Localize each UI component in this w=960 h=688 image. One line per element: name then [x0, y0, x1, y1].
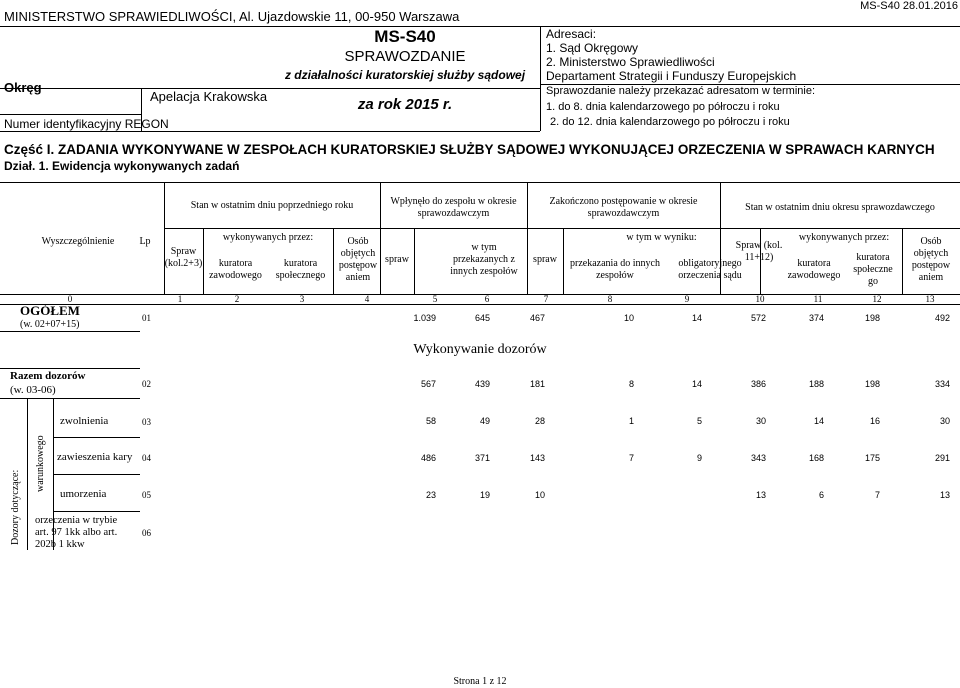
table-cell: 14: [691, 313, 702, 323]
deadline-2: 2. do 12. dnia kalendarzowego po półroczu i roku: [550, 116, 790, 128]
table-cell: 10: [534, 490, 545, 500]
dozory-title: Wykonywanie dozorów: [413, 342, 547, 357]
table-cell: 30: [939, 416, 950, 426]
grid: [53, 437, 140, 438]
row-orzeczenia-lp: 06: [142, 528, 151, 538]
regon-rule: [0, 114, 141, 115]
hdr-w-tym-w-wyniku: w tym w wyniku:: [626, 232, 697, 243]
hdr-lp: Lp: [139, 236, 151, 247]
hdr-stan-ostatni: Stan w ostatnim dniu okresu sprawozdawczego: [745, 202, 935, 213]
table-top: [0, 182, 960, 183]
column-number: 8: [607, 294, 613, 304]
grid: [27, 398, 28, 550]
grid: [0, 398, 140, 399]
grid: [164, 228, 960, 229]
table-cell: 30: [755, 416, 766, 426]
table-cell: 13: [755, 490, 766, 500]
hdr-wykonywanych-2: wykonywanych przez:: [798, 232, 890, 243]
row-orzeczenia-label-3: 202b 1 kkw: [35, 539, 85, 550]
grid: [53, 511, 140, 512]
grid: [53, 474, 140, 475]
table-cell: 9: [696, 453, 702, 463]
page-number: Strona 1 z 12: [453, 676, 507, 687]
table-cell: 58: [425, 416, 436, 426]
hdr-kuratora-zaw-2: kuratora zawodowego: [787, 258, 841, 281]
grid: [414, 228, 415, 294]
column-number: 5: [432, 294, 438, 304]
table-cell: 467: [529, 313, 545, 323]
hdr-spraw-kol2: Spraw (kol. 11+12): [735, 240, 783, 263]
table-cell: 5: [696, 416, 702, 426]
table-cell: 334: [934, 379, 950, 389]
part-title: Część I. ZADANIA WYKONYWANE W ZESPOŁACH KURATORSKIEJ SŁUŻBY SĄDOWEJ WYKONUJĄCEJ ORZECZENIA W SPRAWACH KARNYCH: [4, 142, 935, 157]
table-cell: 386: [750, 379, 766, 389]
hdr-wyszczegolnienie: Wyszczególnienie: [41, 236, 115, 247]
column-number: 9: [684, 294, 690, 304]
hdr-kuratora-spol-2: kuratora społeczne go: [853, 252, 893, 287]
table-cell: 7: [628, 453, 634, 463]
table-cell: 1.039: [413, 313, 436, 323]
side-warunkowego-label: warunkowego: [35, 435, 46, 492]
grid: [0, 331, 140, 332]
row-zawieszenia-lp: 04: [142, 453, 151, 463]
column-number: 1: [177, 294, 183, 304]
row-zwolnienia-label: zwolnienia: [60, 415, 109, 427]
column-number: 4: [364, 294, 370, 304]
apelacja-name: Apelacja Krakowska: [150, 89, 268, 104]
header-bottom-rule: [0, 131, 540, 132]
adresaci-label: Adresaci:: [546, 27, 597, 41]
row-ogolem-label: OGÓŁEM: [20, 303, 80, 318]
table-cell: 8: [628, 379, 634, 389]
hdr-wykonywanych-1: wykonywanych przez:: [222, 232, 314, 243]
table-cell: 188: [808, 379, 824, 389]
hdr-spraw-1: spraw: [385, 254, 409, 265]
table-cell: 7: [874, 490, 880, 500]
address-divider: [540, 26, 541, 131]
hdr-kuratora-zaw-1: kuratora zawodowego: [209, 258, 262, 281]
row-razem-label: Razem dozorów: [10, 370, 86, 382]
hdr-spraw-2: spraw: [533, 254, 557, 265]
section-title: Dział. 1. Ewidencja wykonywanych zadań: [4, 159, 240, 173]
table-cell: 49: [479, 416, 490, 426]
table-cell: 486: [420, 453, 436, 463]
table-cell: 23: [425, 490, 436, 500]
hdr-obligatoryjnego: obligatoryjnego orzeczenia sądu: [678, 258, 742, 281]
column-number: 6: [484, 294, 490, 304]
hdr-osob-2: Osób objętych postępow aniem: [911, 236, 951, 283]
table-cell: 198: [864, 313, 880, 323]
hdr-zakonczono: Zakończono postępowanie w okresie sprawozdawczym: [549, 196, 698, 219]
column-number: 7: [543, 294, 549, 304]
row-ogolem-sub: (w. 02+07+15): [20, 319, 80, 330]
table-cell: 181: [529, 379, 545, 389]
row-orzeczenia-label-1: orzeczenia w trybie: [35, 515, 118, 526]
row-razem-lp: 02: [142, 379, 151, 389]
deadline-label: Sprawozdanie należy przekazać adresatom w terminie:: [546, 85, 816, 97]
table-cell: 143: [529, 453, 545, 463]
title-rule: [270, 88, 540, 89]
row-zawieszenia-label: zawieszenia kary: [57, 451, 133, 463]
title-code: MS-S40: [374, 27, 436, 46]
table-cell: 291: [934, 453, 950, 463]
form-code: MS-S40 28.01.2016: [860, 0, 958, 12]
grid: [0, 368, 140, 369]
okreg-label: Okręg: [4, 80, 42, 95]
adresat-2-dept: Departament Strategii i Funduszy Europejskich: [546, 69, 797, 83]
hdr-w-tym-przek: w tym przekazanych z innych zespołów: [450, 242, 518, 277]
table-cell: 343: [750, 453, 766, 463]
side-dozory-label: Dozory dotyczące:: [10, 469, 21, 545]
table-cell: 645: [474, 313, 490, 323]
column-number: 11: [813, 294, 823, 304]
adresat-1: 1. Sąd Okręgowy: [546, 41, 639, 55]
table-cell: 19: [479, 490, 490, 500]
deadline-1: 1. do 8. dnia kalendarzowego po półroczu i roku: [546, 101, 780, 113]
ministry-address: MINISTERSTWO SPRAWIEDLIWOŚCI, Al. Ujazdowskie 11, 00-950 Warszawa: [4, 9, 460, 24]
table-cell: 572: [750, 313, 766, 323]
column-number: 13: [925, 294, 935, 304]
column-number: 2: [234, 294, 240, 304]
table-cell: 6: [818, 490, 824, 500]
column-number: 0: [67, 294, 73, 304]
report-year: za rok 2015 r.: [357, 96, 453, 113]
row-umorzenia-lp: 05: [142, 490, 151, 500]
table-cell: 198: [864, 379, 880, 389]
table-cell: 13: [939, 490, 950, 500]
column-number: 3: [299, 294, 305, 304]
column-number: 12: [872, 294, 882, 304]
hdr-osob-1: Osób objętych postępow aniem: [338, 236, 378, 283]
table-cell: 439: [474, 379, 490, 389]
report-subtitle: z działalności kuratorskiej służby sądowej: [284, 68, 526, 82]
table-cell: 14: [691, 379, 702, 389]
column-number: 10: [755, 294, 765, 304]
table-cell: 175: [864, 453, 880, 463]
table-cell: 168: [808, 453, 824, 463]
grid: [164, 182, 165, 294]
table-cell: 16: [869, 416, 880, 426]
row-ogolem-lp: 01: [142, 313, 151, 323]
adresat-2: 2. Ministerstwo Sprawiedliwości: [546, 55, 715, 69]
row-orzeczenia-label-2: art. 97 1kk albo art.: [35, 527, 118, 538]
table-cell: 492: [934, 313, 950, 323]
hdr-spraw-kol: Spraw (kol.2+3): [164, 246, 203, 269]
table-cell: 14: [813, 416, 824, 426]
hdr-stan-poprzedni: Stan w ostatnim dniu poprzedniego roku: [190, 200, 354, 211]
row-razem-sub: (w. 03-06): [10, 384, 56, 396]
hdr-kuratora-spol-1: kuratora społecznego: [275, 258, 326, 281]
table-cell: 10: [623, 313, 634, 323]
row-zwolnienia-lp: 03: [142, 417, 151, 427]
table-cell: 371: [474, 453, 490, 463]
grid: [333, 228, 334, 294]
hdr-przekazania: przekazania do innych zespołów: [570, 258, 660, 281]
table-cell: 567: [420, 379, 436, 389]
report-title: SPRAWOZDANIE: [344, 48, 466, 65]
row-umorzenia-label: umorzenia: [60, 488, 107, 500]
table-cell: 374: [808, 313, 824, 323]
hdr-wplynelo: Wpłynęło do zespołu w okresie sprawozdawczym: [390, 196, 517, 219]
table-cell: 28: [534, 416, 545, 426]
col-number-rule: [0, 304, 960, 305]
regon-label: Numer identyfikacyjny REGON: [4, 117, 169, 131]
table-cell: 1: [628, 416, 634, 426]
